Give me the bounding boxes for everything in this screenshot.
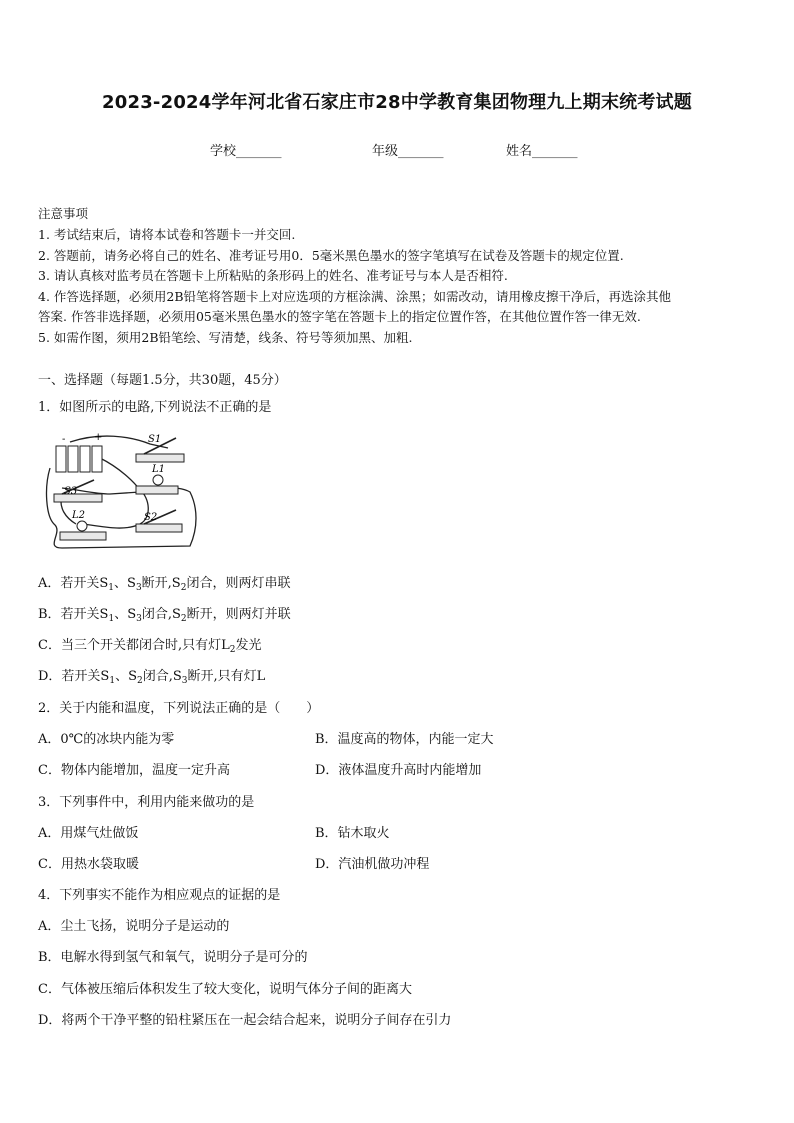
q2-option-c: C．物体内能增加，温度一定升高 bbox=[38, 763, 230, 778]
label-l2: L2 bbox=[72, 510, 86, 521]
question-2-stem: 2．关于内能和温度，下列说法正确的是（ ） bbox=[38, 701, 320, 716]
q2-option-d: D．液体温度升高时内能增加 bbox=[315, 763, 482, 778]
q3-option-d: D．汽油机做功冲程 bbox=[315, 857, 430, 872]
question-3-stem: 3．下列事件中，利用内能来做功的是 bbox=[38, 795, 255, 810]
q1-option-d: D．若开关$S_1$、$S_2$闭合$,S_3$断开,只有灯L bbox=[38, 669, 266, 686]
label-s3: S3 bbox=[64, 486, 78, 497]
q4-option-b: B．电解水得到氢气和氧气，说明分子是可分的 bbox=[38, 950, 308, 965]
q1-option-c: C．当三个开关都闭合时,只有灯$L_2$发光 bbox=[38, 638, 262, 655]
question-4-stem: 4．下列事实不能作为相应观点的证据的是 bbox=[38, 888, 281, 903]
notice-line: 4. 作答选择题，必须用2B铅笔将答题卡上对应选项的方框涂满、涂黑；如需改动，请用橡皮擦干净后，再选涂其他 bbox=[38, 289, 672, 304]
notice-line: 5. 如需作图，须用2B铅笔绘、写清楚，线条、符号等须加黑、加粗. bbox=[38, 330, 413, 345]
section-heading: 一、选择题（每题1.5分，共30题，45分） bbox=[38, 373, 287, 388]
notice-line: 3. 请认真核对监考员在答题卡上所粘贴的条形码上的姓名、准考证号与本人是否相符. bbox=[38, 268, 508, 283]
label-plus: + bbox=[94, 432, 103, 443]
q4-option-a: A．尘土飞扬，说明分子是运动的 bbox=[38, 919, 230, 934]
grade-field: 年级_______ bbox=[372, 144, 444, 159]
q4-option-d: D．将两个干净平整的铅柱紧压在一起会结合起来，说明分子间存在引力 bbox=[38, 1013, 452, 1028]
q3-option-c: C．用热水袋取暖 bbox=[38, 857, 139, 872]
q4-option-c: C．气体被压缩后体积发生了较大变化，说明气体分子间的距离大 bbox=[38, 982, 412, 997]
name-field: 姓名_______ bbox=[506, 144, 578, 159]
notice-line: 2. 答题前，请务必将自己的姓名、准考证号用0．5毫米黑色墨水的签字笔填写在试卷及答题卡的规定位置. bbox=[38, 248, 624, 263]
label-s1: S1 bbox=[148, 434, 162, 445]
notice-heading: 注意事项 bbox=[38, 206, 89, 221]
label-l1: L1 bbox=[152, 464, 166, 475]
label-s2: S2 bbox=[144, 512, 158, 523]
school-field: 学校_______ bbox=[210, 144, 282, 159]
page-title: 2023-2024学年河北省石家庄市28中学教育集团物理九上期末统考试题 bbox=[102, 92, 692, 113]
q2-option-a: A．0℃的冰块内能为零 bbox=[38, 732, 175, 747]
label-minus: - bbox=[62, 434, 66, 445]
q2-option-b: B．温度高的物体，内能一定大 bbox=[315, 732, 494, 747]
q3-option-a: A．用煤气灶做饭 bbox=[38, 826, 139, 841]
question-1-stem: 1．如图所示的电路,下列说法不正确的是 bbox=[38, 400, 272, 415]
circuit-diagram bbox=[40, 428, 200, 556]
q3-option-b: B．钻木取火 bbox=[315, 826, 390, 841]
q1-option-b: B．若开关$S_1$、$S_3$闭合$,S_2$断开，则两灯并联 bbox=[38, 607, 291, 624]
q1-option-a: A．若开关$S_1$、$S_3$断开$,S_2$闭合，则两灯串联 bbox=[38, 576, 291, 593]
notice-line: 1. 考试结束后，请将本试卷和答题卡一并交回. bbox=[38, 227, 296, 242]
notice-line: 答案. 作答非选择题，必须用05毫米黑色墨水的签字笔在答题卡上的指定位置作答，在其他位置作答一律无效. bbox=[38, 309, 641, 324]
